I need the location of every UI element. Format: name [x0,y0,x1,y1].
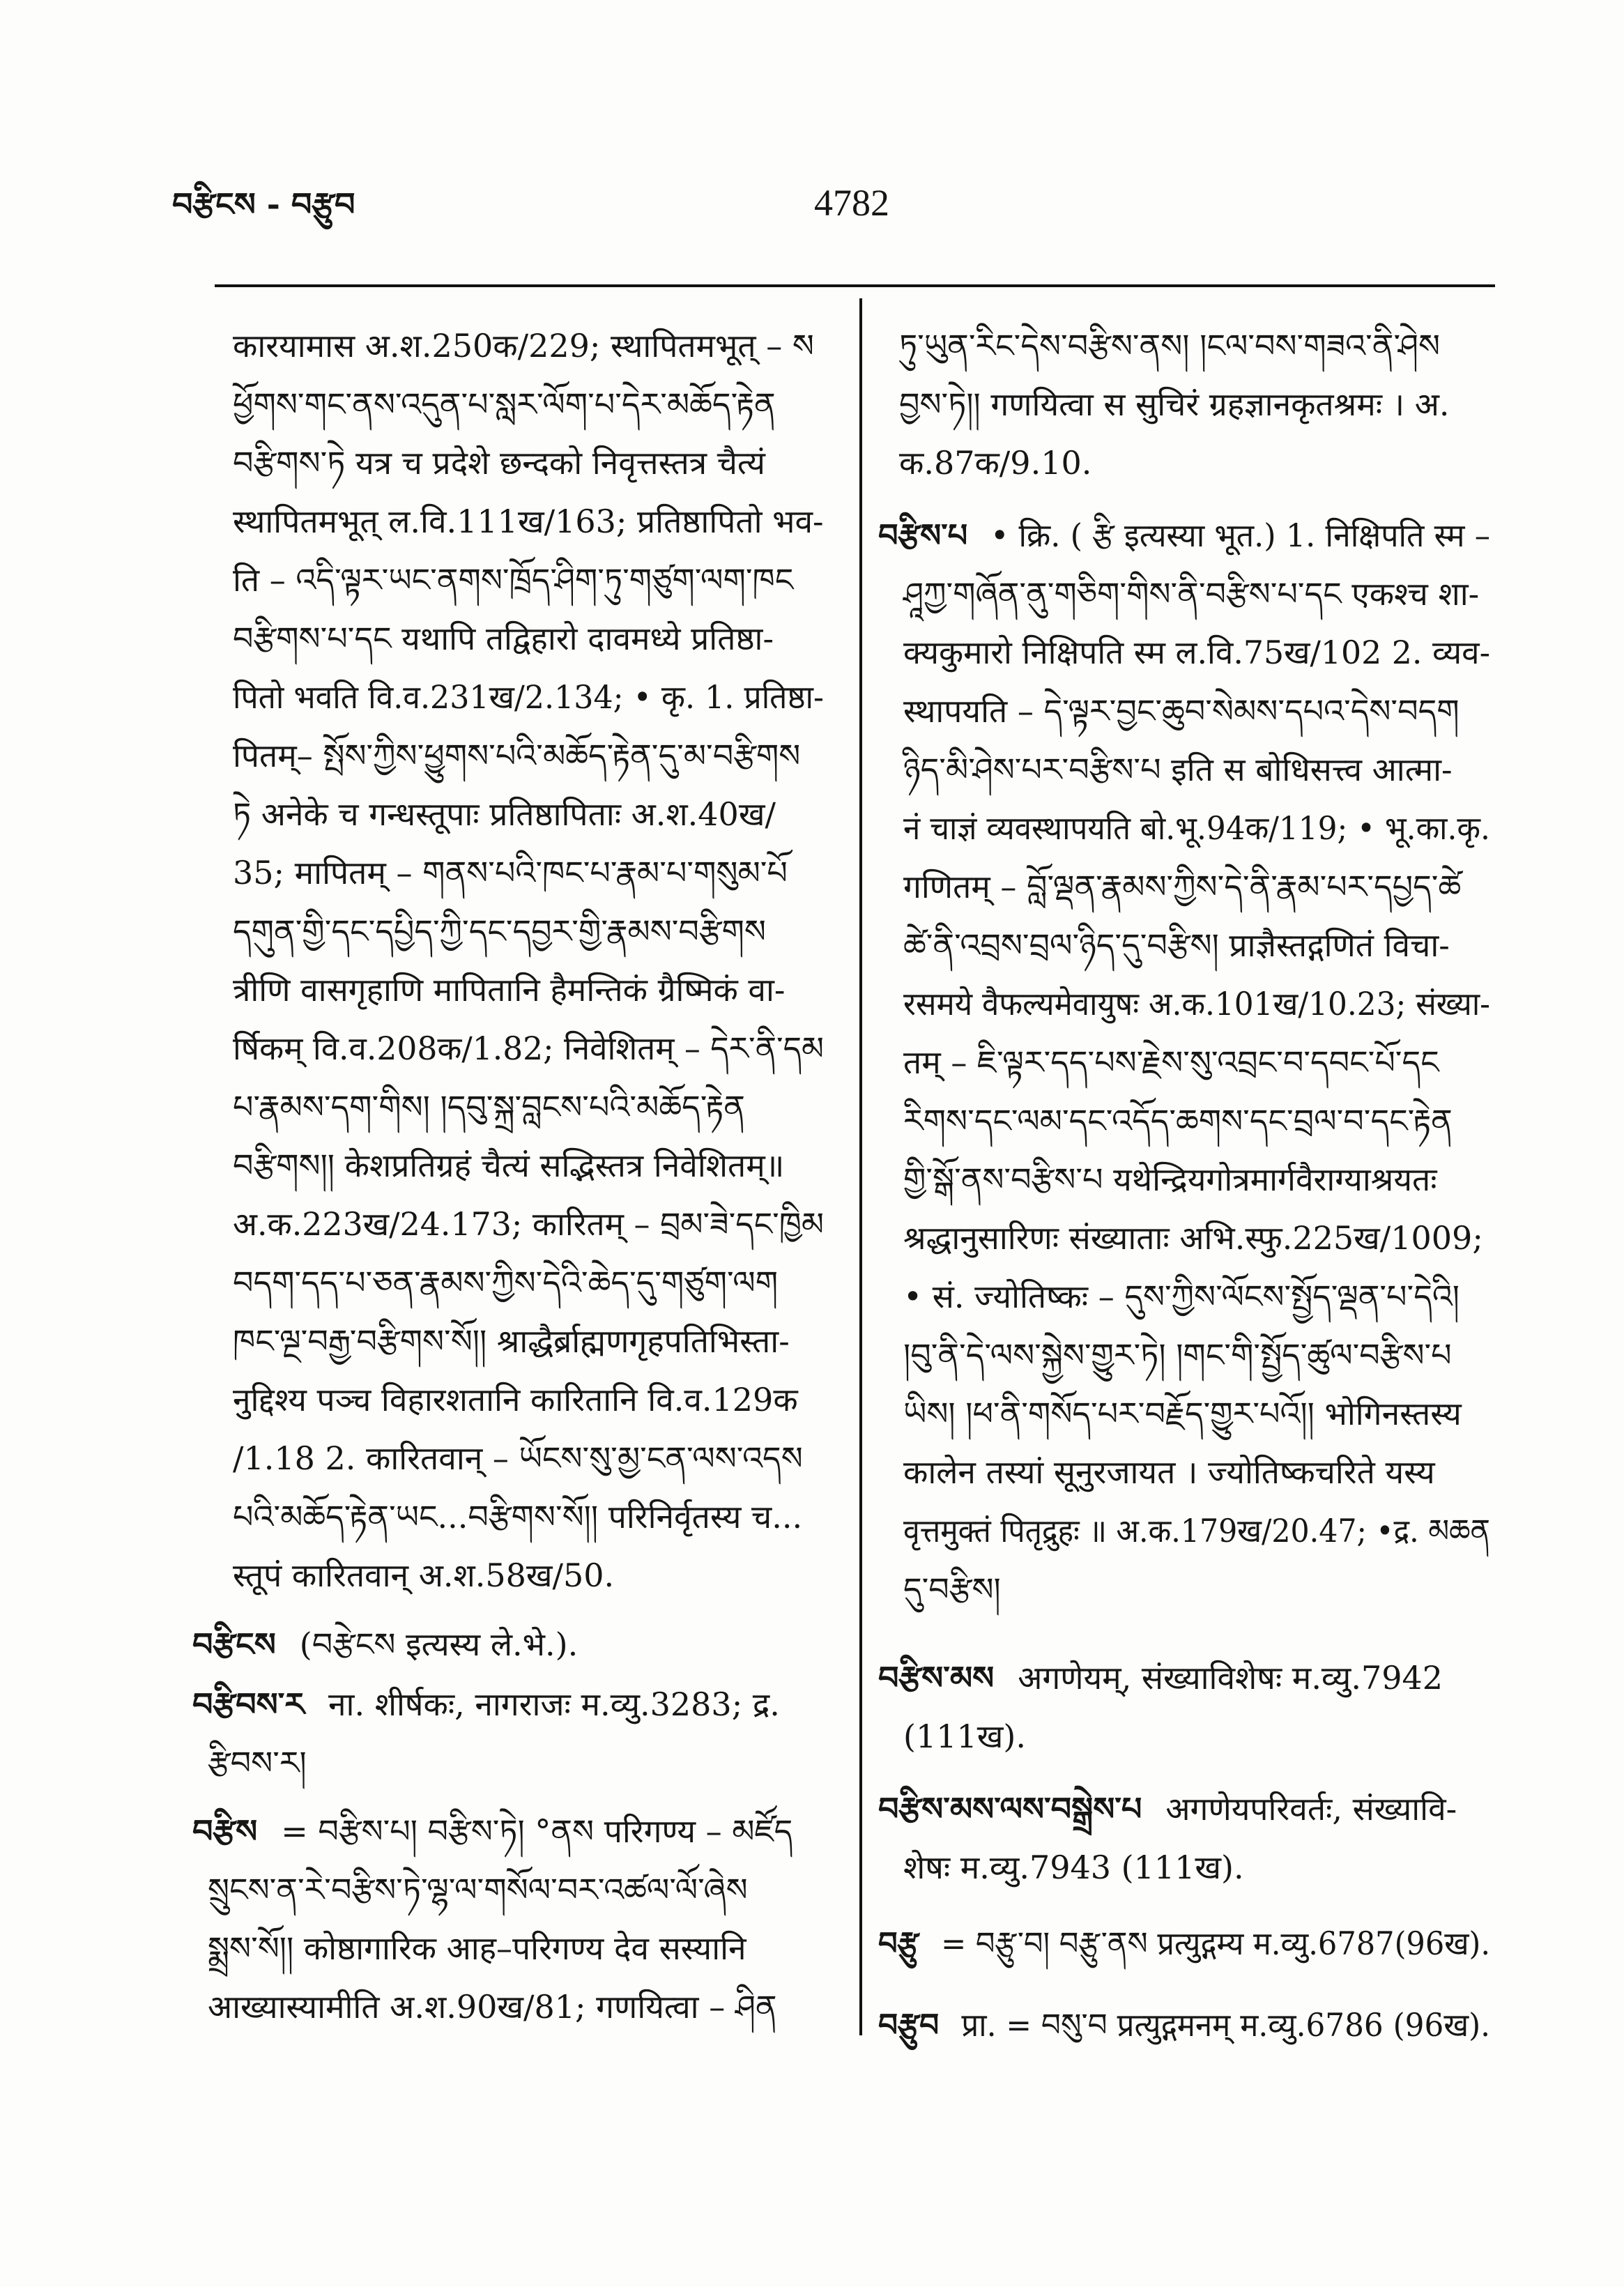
entry-line-text: སྨྲས་སོ།། कोष्ठागारिक आह–परिगण्य देव सस्यानि [208,1929,746,1967]
entry-line-text: = བརྩུ་བ། བརྩུ་ནས प्रत्युद्गम्य म.व्यु.6787(96ख). [941,1925,1490,1962]
entry-line-text: དུ་བརྩིས། [903,1570,1001,1608]
entry-first-line [878,506,1490,565]
entry-line-text: །བུ་ནི་དེ་ལས་སྐྱེས་གྱུར་ཏེ། །གང་གི་སྤྱོད་ཚུལ་བརྩིས་པ [903,1336,1452,1374]
dictionary-entry [192,1675,824,1792]
entry-line [878,682,1490,740]
entry-line [192,1546,824,1605]
entry-line-text: नं चाज्ञं व्यवस्थापयति बो.भू.94क/119; • भू.का.कृ. [903,809,1490,847]
entry-line [192,1919,824,1978]
entry-line-text: 35; मापितम् – གནས་པའི་ཁང་པ་རྣམ་པ་གསུམ་པོ [233,854,788,892]
entry-line [192,1429,824,1487]
entry-line [192,1195,824,1253]
dictionary-entry [192,1615,824,1674]
entry-line-text: पितम्– སྤོས་ཀྱིས་ཕྱུགས་པའི་མཆོད་རྟེན་དུ་མ་བརྩིགས [233,737,801,774]
dictionary-entry [878,506,1490,1619]
entry-line [192,1487,824,1546]
entry-line-text: ཏེ अनेके च गन्धस्तूपाः प्रतिष्ठापिताः अ.श.40ख/ [233,795,776,833]
entry-headword: བརྩུ [878,1925,919,1962]
entry-line-text: त्रीणि वासगृहाणि मापितानि हैमन्तिकं ग्रैष्मिकं वा- [233,971,786,1009]
entry-line [192,1734,824,1792]
entry-line [192,1978,824,2036]
entry-line-text: བརྩིགས་ཏེ यत्र च प्रदेशे छन्दको निवृत्तस्तत्र चैत्यं [233,444,765,482]
entry-line [878,740,1490,799]
entry-line-text: अ.क.223ख/24.173; कारितम् – བྲམ་ཟེ་དང་ཁྱིམ [233,1205,824,1243]
entry-line-text: གྱི་སྒོ་ནས་བརྩིས་པ यथेन्द्रियगोत्रमार्गवैराग्याश्रयतः [903,1161,1437,1198]
entry-headword: བརྩིས་མས་ལས་བསྒྲེས་པ [878,1790,1142,1828]
entry-line [192,1019,824,1078]
entry-line [878,623,1490,682]
entry-line-text: शेषः म.व्यु.7943 (111ख). [903,1849,1244,1886]
entry-line-text: ཉིད་མི་ཤེས་པར་བརྩིས་པ इति स बोधिसत्त्व आत्मा- [903,751,1453,788]
entry-line-text: རིགས་དང་ལམ་དང་འདོད་ཆགས་དང་བྲལ་བ་དང་རྟེན [903,1102,1453,1140]
continued-entry [878,316,1490,492]
entry-line-text: तम् – ཇི་ལྟར་དད་པས་རྗེས་སུ་འབྲང་བ་དབང་པོ་དང [903,1043,1439,1081]
entry-line-text: आख्यास्यामीति अ.श.90ख/81; गणयित्वा – ཤིན [208,1988,777,2026]
entry-headword: བརྩིས་མས [878,1659,995,1697]
dictionary-entry [878,1914,1490,1973]
entry-line [878,316,1490,375]
entry-line-text: अगणेयपरिवर्तः, संख्यावि- [1165,1790,1457,1828]
entry-line [192,1860,824,1919]
entry-line [878,1707,1490,1766]
entry-line [878,1560,1490,1619]
entry-line-text: क्यकुमारो निक्षिपति स्म ल.वि.75ख/102 2. व्यव- [903,634,1490,671]
entry-line [878,434,1490,492]
entry-line [192,1312,824,1370]
entry-headword: བརྩིས་པ [878,517,968,554]
entry-line [878,1326,1490,1384]
entry-line [192,1370,824,1429]
entry-line-text: བྱས་ཏེ།། गणयित्वा स सुचिरं ग्रहज्ञानकृतश्रमः । अ. [899,385,1450,423]
right-column [878,316,1490,2054]
entry-line-text: ཤཱཀྱ་གཞོན་ནུ་གཅིག་གིས་ནི་བརྩིས་པ་དང एकश्च शा- [903,575,1480,613]
entry-line [192,1136,824,1195]
entry-first-line [192,1615,824,1674]
entry-line [878,375,1490,434]
entry-line-text: पितो भवति वि.व.231ख/2.134; • कृ. 1. प्रतिष्ठा- [233,678,824,716]
entry-line-text: नुद्दिश्य पञ्च विहारशतानि कारितानि वि.व.129क [233,1381,798,1418]
entry-line [878,1033,1490,1092]
entry-line-text: = བརྩིས་པ། བརྩིས་ཏེ། °ནས परिगण्य – མཛོད [281,1812,793,1850]
entry-line-text: ཚེ་ནི་འབྲས་བྲལ་ཉིད་དུ་བརྩིས། प्राज्ञैस्तद्गणितं विचा- [903,926,1450,964]
entry-line-text: र्षिकम् वि.व.208क/1.82; निवेशितम् – དེར་ནི་དམ [233,1030,824,1067]
entry-line-text: རྩིབས་ར། [208,1744,307,1782]
entry-line-text: (བརྩེངས इत्यस्य ले.भे.). [299,1626,579,1663]
entry-line-text: गणितम् – བློ་ལྡན་རྣམས་ཀྱིས་དེ་ནི་རྣམ་པར་དཔྱད་ཚེ [903,868,1462,905]
page-number: 4782 [814,182,889,224]
entry-first-line [878,1649,1490,1707]
entry-line [192,961,824,1019]
entry-first-line [878,1914,1490,1973]
entry-line [192,726,824,785]
entry-line-text: བདག་དད་པ་ཅན་རྣམས་ཀྱིས་དེའི་ཆེད་དུ་གཙུག་ལག [233,1264,779,1301]
entry-line-text: स्तूपं कारितवान् अ.श.58ख/50. [233,1556,615,1594]
entry-line-text: • क्रि. ( རྩི इत्यस्या भूत.) 1. निक्षिपति स्म – [990,517,1490,554]
entry-line-text: श्रद्धानुसारिणः संख्याताः अभि.स्फु.225ख/1009; [903,1219,1483,1257]
entry-line-text: अगणेयम्, संख्याविशेषः म.व्यु.7942 [1018,1659,1443,1697]
dictionary-entry [878,1649,1490,1766]
entry-line [878,974,1490,1033]
entry-line-text: प्रा. = བསུ་བ प्रत्युद्गमनम् म.व्यु.6786 (96ख). [961,2006,1490,2044]
entry-headword: བརྩུབ [878,2006,940,2044]
entry-headword: བརྩིངས [192,1626,276,1663]
entry-line-text: པ་རྣམས་དག་གིས། །དབུ་སྐྲ་བླངས་པའི་མཆོད་རྟེན [233,1088,745,1126]
entry-line-text: स्थापितमभूत् ल.वि.111ख/163; प्रतिष्ठापितो भव- [233,503,824,540]
entry-line-text: रसमये वैफल्यमेवायुषः अ.क.101ख/10.23; संख्या- [903,985,1490,1023]
entry-headword: བརྩིབས་ར [192,1685,305,1723]
entry-line-text: སྲུངས་ན་རེ་བརྩིས་ཏེ་ལྷ་ལ་གསོལ་བར་འཚལ་ལོ་ཞེས [208,1871,748,1909]
entry-line-text: /1.18 2. कारितवान् – ཡོངས་སུ་མྱ་ངན་ལས་འདས [233,1439,803,1477]
entry-line [878,916,1490,974]
dictionary-entry [878,1780,1490,1897]
entry-first-line [878,1996,1490,2054]
entry-line-text: (111ख). [903,1718,1026,1755]
entry-line-text: དགུན་གྱི་དང་དཔྱིད་ཀྱི་དང་དབྱར་གྱི་རྣམས་བརྩིགས [233,912,766,950]
header-rule [215,284,1495,287]
entry-line-text: བརྩིགས།། केशप्रतिग्रहं चैत्यं सद्भिस्तत्र निवेशितम्॥ [233,1147,785,1184]
entry-line [878,1092,1490,1150]
column-divider [859,298,862,2035]
entry-line-text: कारयामास अ.श.250क/229; स्थापितमभूत् – ས [233,327,814,365]
entry-line [878,1150,1490,1209]
entry-line-text: ना. शीर्षकः, नागराजः म.व्यु.3283; द्र. [328,1685,780,1723]
entry-line-text: ति – འདི་ལྟར་ཡང་ནགས་ཁྲོད་ཤིག་ཏུ་གཙུག་ལག་ཁང [233,561,794,599]
entry-line [192,375,824,434]
dictionary-entry [192,1802,824,2036]
entry-line [878,565,1490,623]
entry-line [192,1078,824,1136]
entry-line-text: ཁང་ལྔ་བརྒྱ་བརྩིགས་སོ།། श्राद्धैर्ब्राह्मणगृहपतिभिस्ता- [233,1322,790,1360]
entry-line [192,668,824,726]
entry-line [192,1253,824,1312]
entry-line-text: वृत्तमुक्तं पितृद्रुहः ॥ अ.क.179ख/20.47; •द्र. མཆན [903,1512,1490,1550]
entry-line [192,551,824,609]
entry-line [192,434,824,492]
running-head: བརྩིངས - བརྩུབ [172,185,355,223]
entry-line [878,857,1490,916]
dictionary-entry [878,1996,1490,2054]
continued-entry [192,316,824,1605]
entry-line-text: क.87क/9.10. [899,444,1092,482]
entry-line [878,1501,1490,1560]
left-column [192,316,824,2036]
entry-first-line [878,1780,1490,1838]
entry-line [878,1384,1490,1443]
entry-headword: བརྩིས [192,1812,258,1850]
entry-line [192,843,824,902]
entry-line-text: བརྩིགས་པ་དང यथापि तद्विहारो दावमध्ये प्रतिष्ठा- [233,620,774,657]
entry-line [192,492,824,551]
entry-line-text: स्थापयति – དེ་ལྟར་བྱང་ཆུབ་སེམས་དཔའ་དེས་བདག [903,692,1460,730]
entry-first-line [192,1675,824,1734]
entry-line [192,316,824,375]
entry-line [878,799,1490,857]
entry-first-line [192,1802,824,1860]
entry-line [878,1838,1490,1897]
entry-line [192,609,824,668]
entry-line [192,902,824,961]
entry-line [878,1443,1490,1501]
entry-line-text: • सं. ज्योतिष्कः – དུས་ཀྱིས་ལོངས་སྤྱོད་ལྡན་པ་དེའི། [903,1278,1460,1315]
entry-line [192,785,824,843]
entry-line [878,1209,1490,1267]
entry-line [878,1267,1490,1326]
entry-line-text: པའི་མཆོད་རྟེན་ཡང...བརྩིགས་སོ།། परिनिर्वृतस्य च... [233,1498,803,1536]
entry-line-text: ཡིས། །ཕ་ནི་གསོད་པར་བརྗོད་གྱུར་པའོ།། भोगिनस्तस्य [903,1395,1462,1432]
entry-line-text: ཏུ་ཡུན་རིང་དེས་བརྩིས་ནས། །ངལ་བས་གཟའ་ནི་ཤེས [899,327,1441,365]
entry-line-text: कालेन तस्यां सूनुरजायत । ज्योतिष्कचरिते यस्य [903,1453,1435,1491]
entry-line-text: ཕྱོགས་གང་ནས་འདུན་པ་སླར་ལོག་པ་དེར་མཆོད་རྟེན [233,385,776,423]
